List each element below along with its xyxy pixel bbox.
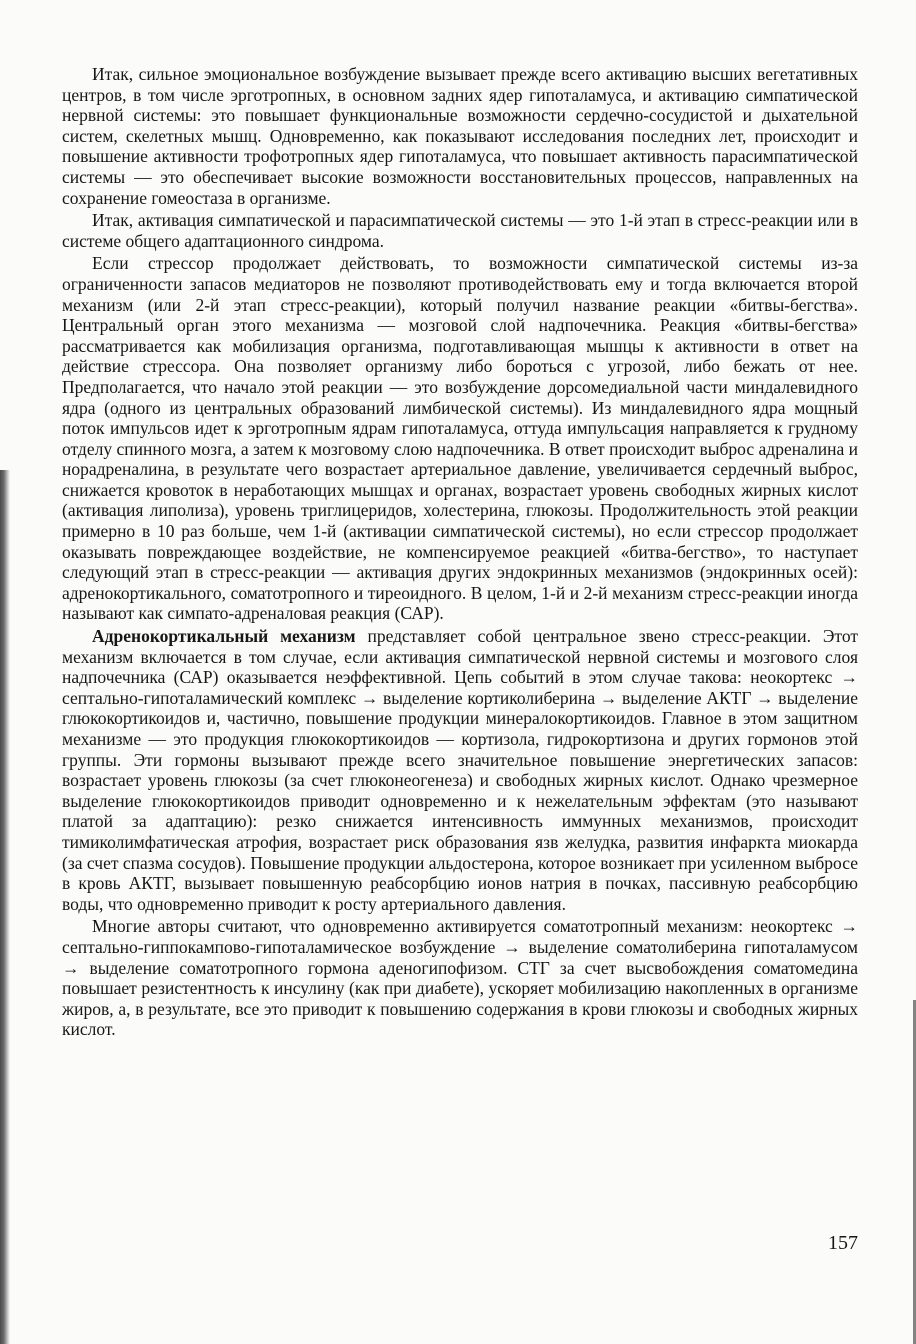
body-text bbox=[62, 64, 858, 1040]
paragraph-first-stage: Итак, активация симпатической и парасимпатической системы — это 1-й этап в стресс-реакции или в системе общего адаптационного синдрома. bbox=[62, 210, 858, 251]
scan-binding-shadow bbox=[0, 470, 10, 1344]
paragraph-somatotropic: Многие авторы считают, что одновременно активируется соматотропный механизм: неокортекс → септально-гиппокампово-гипоталамическое возбуждение → выделение соматолиберина гипоталамусом → выделение соматотропного гормона аденогипофизом. СТГ за счет высвобождения соматомедина повышает резистентность к инсулину (как при диабете), ускоряет мобилизацию накопленных в организме жиров, а, в результате, все это приводит к повышению содержания в крови глюкозы и свободных жирных кислот. bbox=[62, 916, 858, 1040]
adrenocortical-text: представляет собой центральное звено стресс-реакции. Этот механизм включается в том случае, если активация симпатической нервной системы и мозгового слоя надпочечника (САР) оказывается неэффективной. Цепь событий в этом случае такова: неокортекс → септально-гипоталамический комплекс → выделение кортиколиберина → выделение АКТГ → выделение глюкокортикоидов и, частично, повышение продукции минералокортикоидов. Главное в этом защитном механизме — это продукция глюкокортикоидов — кортизола, гидрокортизона и других гормонов этой группы. Эти гормоны вызывают прежде всего значительное повышение энергетических запасов: возрастает уровень глюкозы (за счет глюконеогенеза) и свободных жирных кислот. Однако чрезмерное выделение глюкокортикоидов приводит одновременно и к нежелательным эффектам (это называют платой за адаптацию): резко снижается интенсивность иммунных механизмов, происходит тимиколимфатическая атрофия, возрастает риск образования язв желудка, развития инфаркта миокарда (за счет спазма сосудов). Повышение продукции альдостерона, которое возникает при усиленном выбросе в кровь АКТГ, вызывает повышенную реабсорбцию ионов натрия в почках, пассивную реабсорбцию воды, что одновременно приводит к росту артериального давления. bbox=[62, 626, 858, 914]
paragraph-fight-or-flight: Если стрессор продолжает действовать, то возможности симпатической системы из-за ограниченности запасов медиаторов не позволяют противодействовать ему и тогда включается второй механизм (или 2-й этап стресс-реакции), который получил название реакции «битвы-бегства». Центральный орган этого механизма — мозговой слой надпочечника. Реакция «битвы-бегства» рассматривается как мобилизация организма, подготавливающая мышцы к активности в ответ на действие стрессора. Она позволяет организму либо бороться с угрозой, либо бежать от нее. Предполагается, что начало этой реакции — это возбуждение дорсомедиальной части миндалевидного ядра (одного из центральных образований лимбической системы). Из миндалевидного ядра мощный поток импульсов идет к эрготропным ядрам гипоталамуса, оттуда импульсация направляется к грудному отделу спинного мозга, а затем к мозговому слою надпочечника. В ответ происходит выброс адреналина и норадреналина, в результате чего возрастает артериальное давление, увеличивается сердечный выброс, снижается кровоток в неработающих мышцах и органах, возрастает уровень свободных жирных кислот (активация липолиза), уровень триглицеридов, холестерина, глюкозы. Продолжительность этой реакции примерно в 10 раз больше, чем 1-й (активации симпатической системы), но если стрессор продолжает оказывать повреждающее воздействие, не компенсируемое реакцией «битва-бегство», то наступает следующий этап в стресс-реакции — активация других эндокринных механизмов (эндокринных осей): адренокортикального, соматотропного и тиреоидного. В целом, 1-й и 2-й механизм стресс-реакции иногда называют как симпато-адреналовая реакция (САР). bbox=[62, 253, 858, 624]
page-number: 157 bbox=[828, 1232, 858, 1254]
paragraph-adrenocortical bbox=[62, 626, 858, 914]
adrenocortical-term: Адренокортикальный механизм bbox=[92, 626, 356, 647]
paragraph-emotional-arousal: Итак, сильное эмоциональное возбуждение вызывает прежде всего активацию высших вегетативных центров, в том числе эрготропных, в основном задних ядер гипоталамуса, и активацию симпатической нервной системы: это повышает функциональные возможности сердечно-сосудистой и дыхательной систем, скелетных мышц. Одновременно, как показывают исследования последних лет, происходит и повышение активности трофотропных ядер гипоталамуса, что повышает активность парасимпатической системы — это обеспечивает высокие возможности восстановительных процессов, направленных на сохранение гомеостаза в организме. bbox=[62, 64, 858, 208]
